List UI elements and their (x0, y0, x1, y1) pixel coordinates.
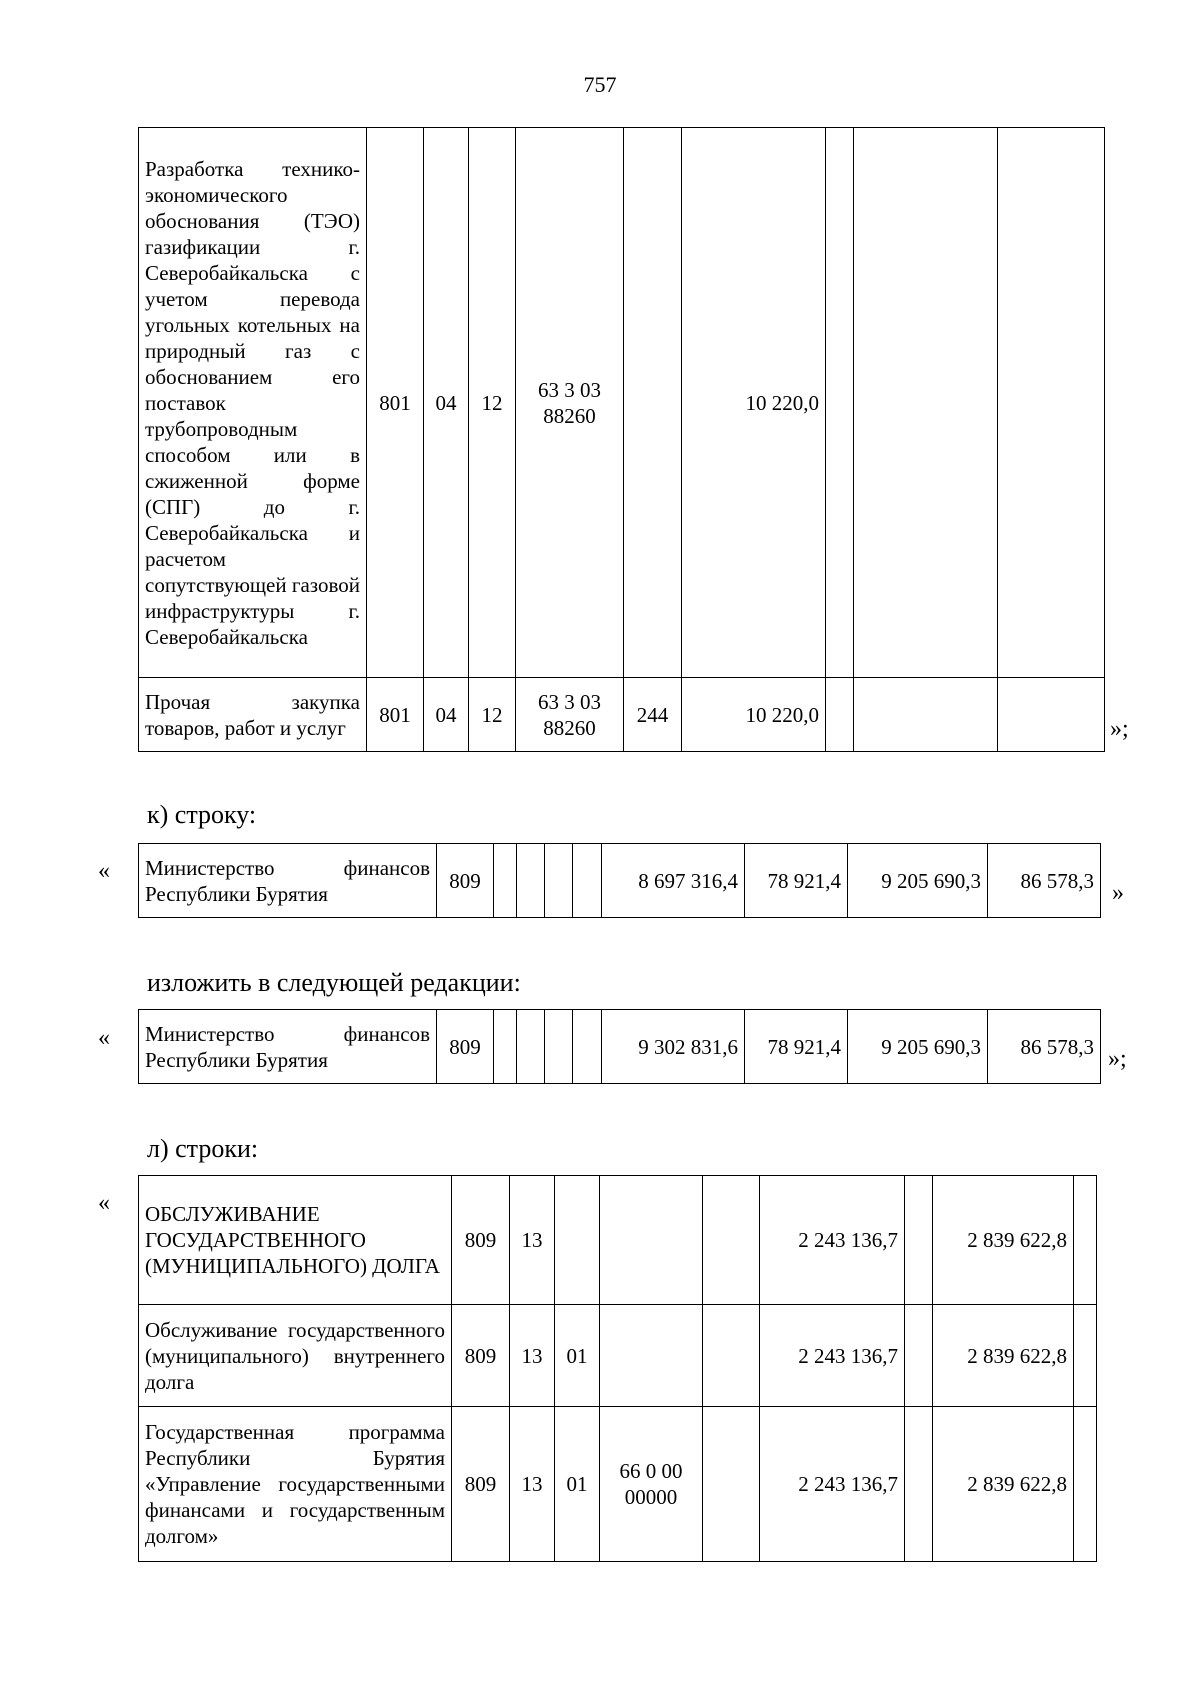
empty-cell (494, 844, 517, 918)
empty-cell (905, 1176, 933, 1305)
table-debt-service (138, 1175, 1097, 1562)
close-quote: »; (1108, 1046, 1127, 1072)
value-cell: 86 578,3 (988, 844, 1101, 918)
csr-cell (600, 1305, 703, 1407)
section-heading: изложить в следующей редакции: (147, 968, 521, 997)
pr-cell (555, 1176, 600, 1305)
value-cell: 2 839 622,8 (933, 1176, 1074, 1305)
empty-cell (826, 128, 854, 678)
close-quote: » (1112, 880, 1124, 906)
vr-cell (703, 1176, 760, 1305)
value-cell: 2 243 136,7 (760, 1407, 905, 1562)
empty-cell (545, 844, 573, 918)
rz-cell: 13 (510, 1176, 555, 1305)
row-name: Министерство финансов Республики Бурятия (139, 1010, 437, 1084)
vr-cell (703, 1305, 760, 1407)
open-quote: « (98, 1190, 110, 1216)
csr-cell (516, 128, 624, 678)
value-cell: 78 921,4 (745, 844, 848, 918)
table-row (139, 678, 1105, 752)
table-row (139, 128, 1105, 678)
row-name: Разработка технико-экономического обоснования (ТЭО) газификации г. Северобайкальска с учетом перевода угольных котельных на природный газ с обоснованием его поставок трубопроводным способом или в сжиженной форме (СПГ) до г. Северобайкальска и расчетом сопутствующей газовой инфраструктуры г. Северобайкальска (139, 128, 367, 678)
table-tail-section (138, 127, 1105, 752)
close-quote: »; (1110, 716, 1129, 742)
grbs-cell: 809 (452, 1407, 510, 1562)
value-cell: 86 578,3 (988, 1010, 1101, 1084)
pr-cell: 01 (555, 1305, 600, 1407)
sum-cell: 10 220,0 (682, 128, 826, 678)
table-row (139, 1176, 1097, 1305)
value-cell: 9 302 831,6 (602, 1010, 745, 1084)
pr-cell: 12 (469, 128, 516, 678)
value-cell: 2 839 622,8 (933, 1305, 1074, 1407)
empty-cell (905, 1305, 933, 1407)
value-cell: 9 205 690,3 (848, 844, 988, 918)
grbs-cell: 809 (452, 1305, 510, 1407)
section-heading: л) строки: (147, 1134, 259, 1163)
empty-cell (1074, 1407, 1097, 1562)
empty-cell (998, 128, 1105, 678)
grbs-cell: 801 (367, 128, 424, 678)
rz-cell: 04 (424, 128, 469, 678)
open-quote: « (98, 858, 110, 884)
empty-cell (545, 1010, 573, 1084)
value-cell: 2 243 136,7 (760, 1305, 905, 1407)
grbs-cell: 809 (437, 1010, 494, 1084)
vr-cell: 244 (624, 678, 682, 752)
value-cell: 78 921,4 (745, 1010, 848, 1084)
pr-cell: 12 (469, 678, 516, 752)
empty-cell (1074, 1305, 1097, 1407)
table-row (139, 1305, 1097, 1407)
csr-part-b: 88260 (543, 715, 596, 740)
grbs-cell: 801 (367, 678, 424, 752)
grbs-cell: 809 (452, 1176, 510, 1305)
section-heading: к) строку: (147, 800, 257, 829)
table-row-new (138, 1009, 1101, 1084)
empty-cell (854, 128, 998, 678)
empty-cell (998, 678, 1105, 752)
vr-cell (624, 128, 682, 678)
grbs-cell: 809 (437, 844, 494, 918)
empty-cell (573, 844, 602, 918)
csr-part-a: 66 0 00 (619, 1459, 683, 1483)
row-name: Прочая закупка товаров, работ и услуг (139, 678, 367, 752)
empty-cell (1074, 1176, 1097, 1305)
row-name: Обслуживание государственного (муниципального) внутреннего долга (139, 1305, 452, 1407)
pr-cell: 01 (555, 1407, 600, 1562)
csr-part-a: 63 3 03 (538, 689, 601, 714)
csr-part-b: 88260 (543, 403, 596, 428)
rz-cell: 13 (510, 1305, 555, 1407)
value-cell: 8 697 316,4 (602, 844, 745, 918)
sum-cell: 10 220,0 (682, 678, 826, 752)
row-name: Министерство финансов Республики Бурятия (139, 844, 437, 918)
table-row (139, 1407, 1097, 1562)
value-cell: 2 839 622,8 (933, 1407, 1074, 1562)
empty-cell (854, 678, 998, 752)
empty-cell (905, 1407, 933, 1562)
csr-cell (600, 1176, 703, 1305)
row-name: ОБСЛУЖИВАНИЕ ГОСУДАРСТВЕННОГО (МУНИЦИПАЛЬНОГО) ДОЛГА (139, 1176, 452, 1305)
csr-part-a: 63 3 03 (538, 377, 601, 402)
rz-cell: 13 (510, 1407, 555, 1562)
table-row (139, 1010, 1101, 1084)
row-name: Государственная программа Республики Бурятия «Управление государственными финансами и государственным долгом» (139, 1407, 452, 1562)
empty-cell (517, 844, 545, 918)
empty-cell (494, 1010, 517, 1084)
open-quote: « (98, 1025, 110, 1051)
rz-cell: 04 (424, 678, 469, 752)
page-number: 757 (583, 72, 617, 97)
value-cell: 9 205 690,3 (848, 1010, 988, 1084)
empty-cell (573, 1010, 602, 1084)
empty-cell (517, 1010, 545, 1084)
value-cell: 2 243 136,7 (760, 1176, 905, 1305)
csr-cell (516, 678, 624, 752)
table-row (139, 844, 1101, 918)
empty-cell (826, 678, 854, 752)
csr-cell (600, 1407, 703, 1562)
csr-part-b: 00000 (624, 1485, 678, 1509)
vr-cell (703, 1407, 760, 1562)
table-row-old (138, 843, 1101, 918)
